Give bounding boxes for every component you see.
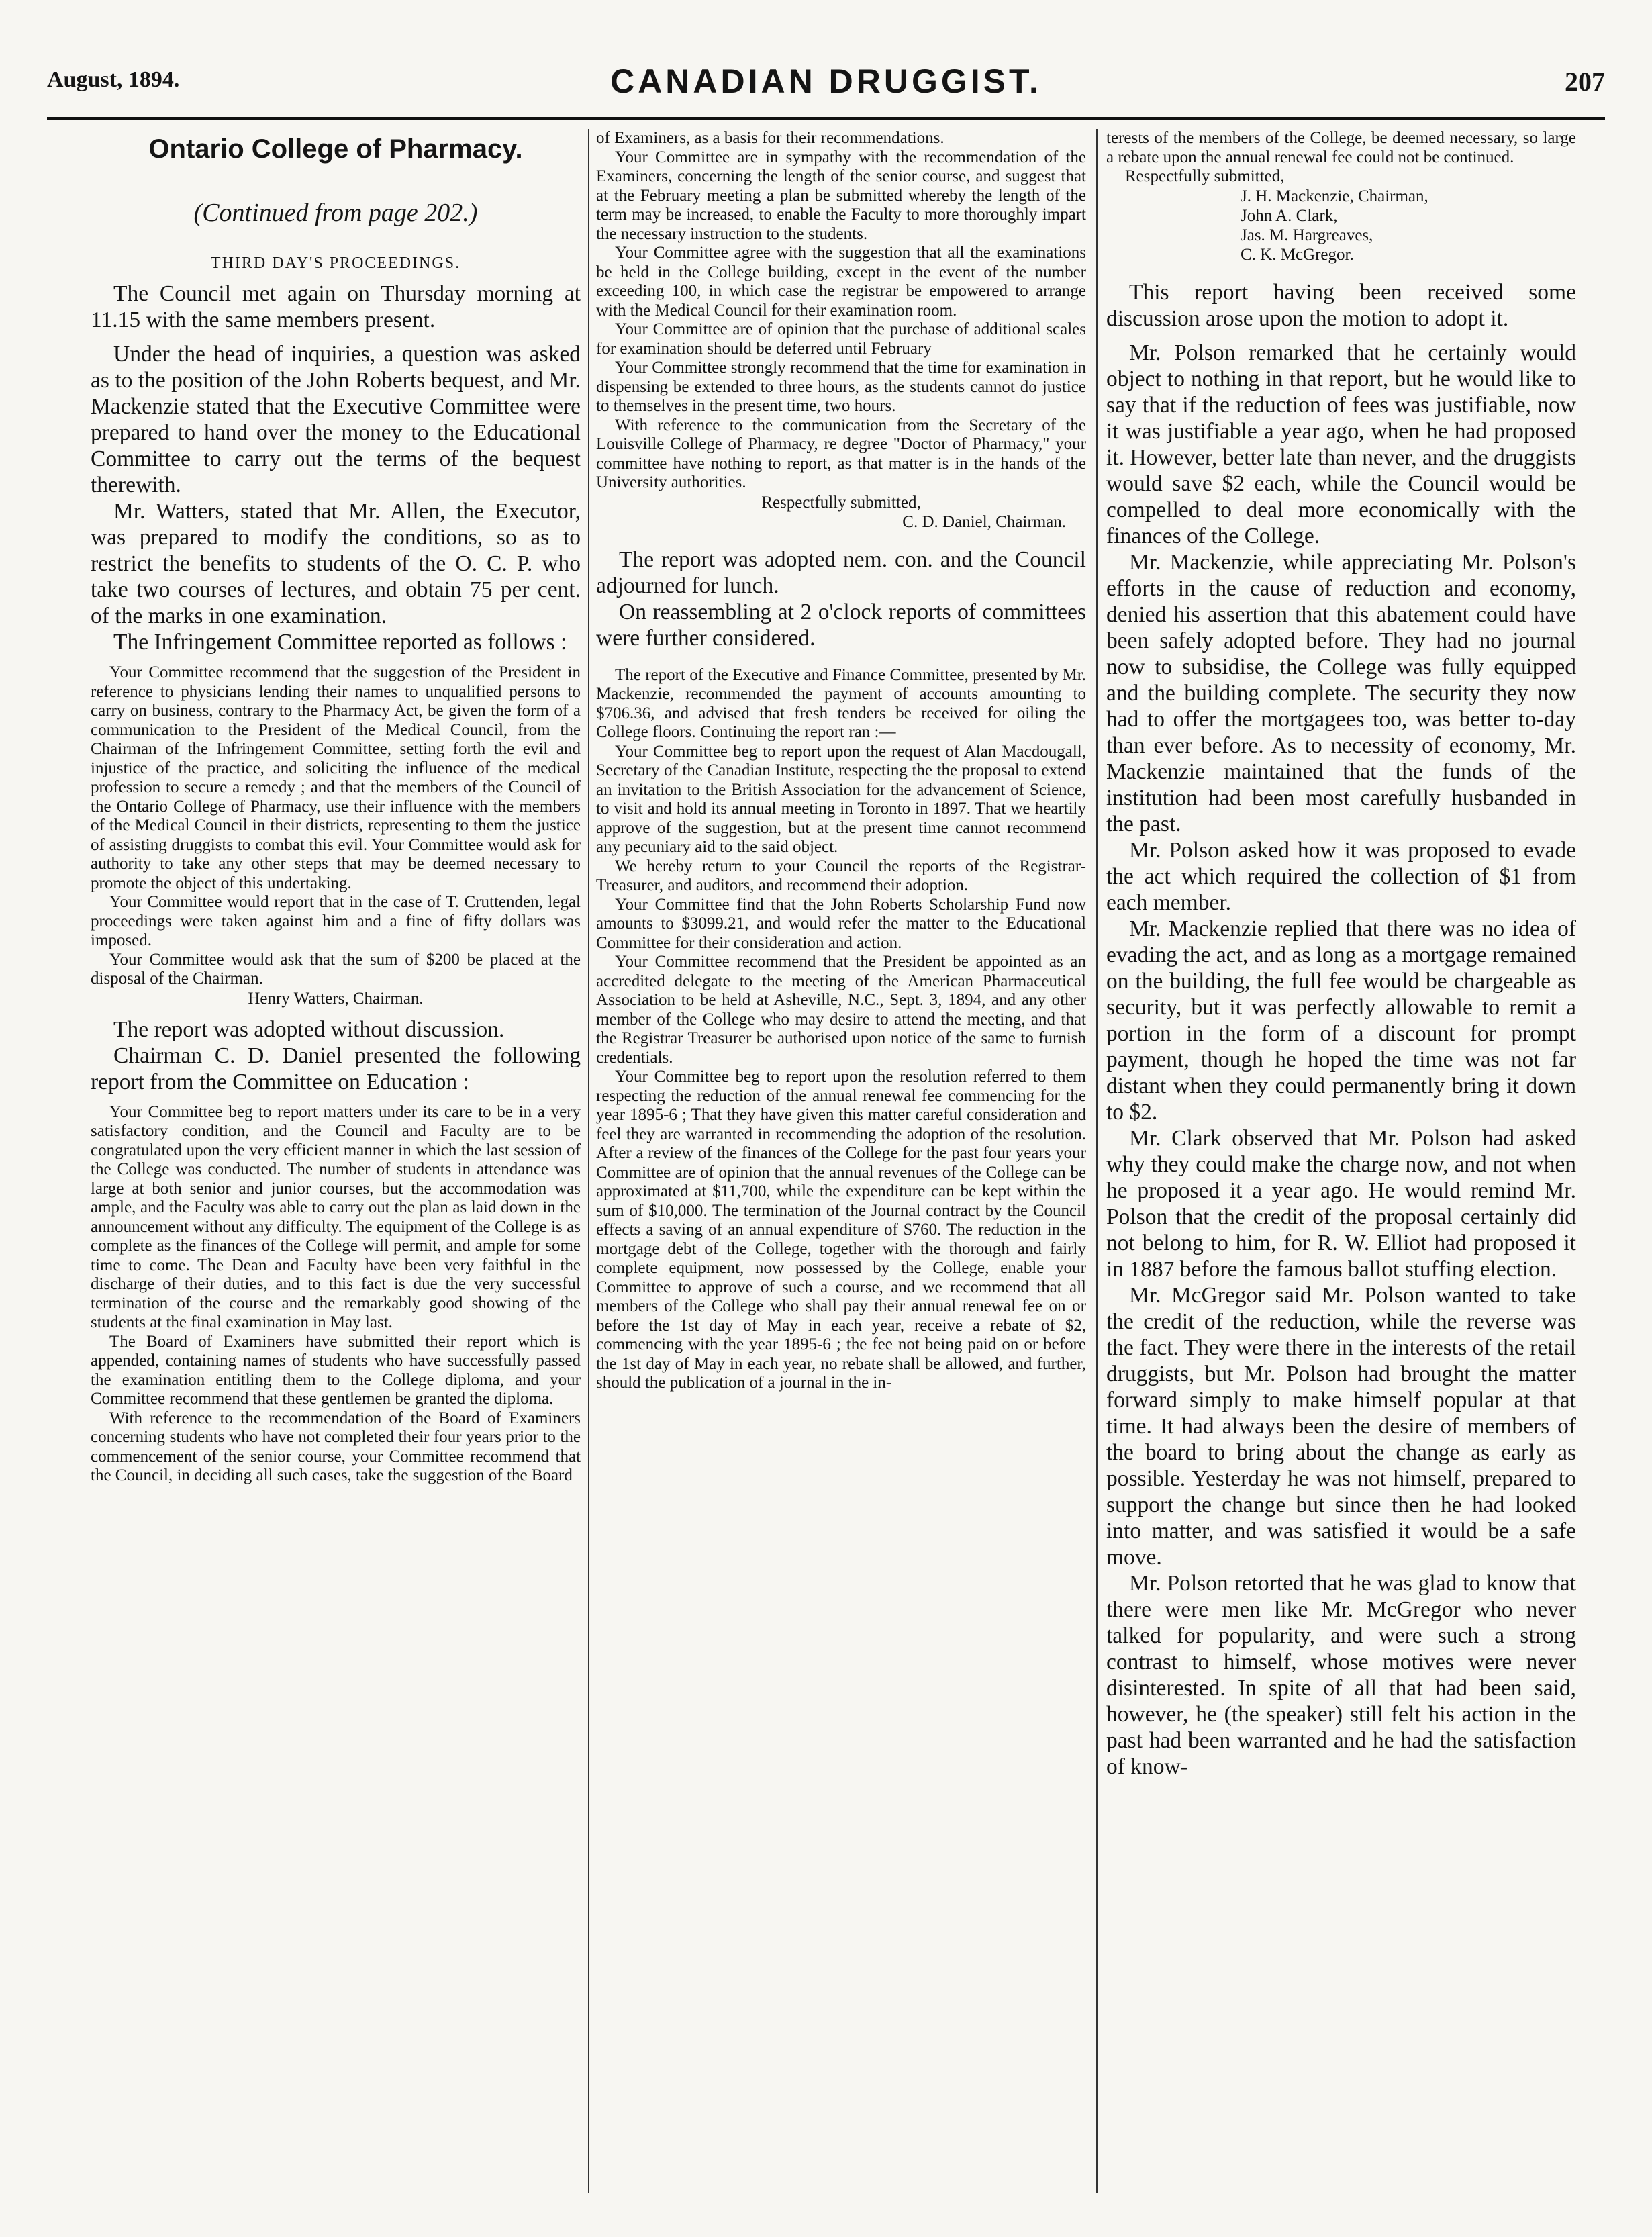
paragraph: Mr. Mackenzie, while appreciating Mr. Polson's efforts in the cause of reduction and economy, denied his assertion that this abatement could have been safely adopted before. They had no journal now to subsidise, the College was fully equipped and the building complete. The security they now had to offer the mortgagees too, was better to-day than ever before. As to necessity of economy, Mr. Mackenzie maintained that the funds of the institution had been most carefully husbanded in the past. (1106, 549, 1576, 837)
paragraph: Mr. Polson retorted that he was glad to know that there were men like Mr. McGregor who never talked for popularity, and were such a strong contrast to himself, whose motives were never disinterested. In spite of all that had been said, however, he (the speaker) still felt his action in the past had been warranted and he had the satisfaction of know- (1106, 1570, 1576, 1779)
header-rule (47, 117, 1605, 120)
column-2 (596, 129, 1086, 2197)
report-paragraph: The Board of Examiners have submitted their report which is appended, containing names of students who have successfully passed the examination entitling them to the College diploma, and your Committee recommend that these gentlemen be granted the diploma. (91, 1332, 581, 1408)
column-3 (1106, 129, 1576, 2197)
report-paragraph: With reference to the recommendation of the Board of Examiners concerning students who have not completed their four years prior to the commencement of the senior course, your Committee recommend that the Council, in deciding all such cases, take the suggestion of the Board (91, 1409, 581, 1484)
column-divider (588, 129, 589, 2193)
report-paragraph: The report of the Executive and Finance Committee, presented by Mr. Mackenzie, recommended the payment of accounts amounting to $706.36, and advised that fresh tenders be received for oiling the College floors. Continuing the report ran :— (596, 665, 1086, 741)
report-paragraph: of Examiners, as a basis for their recommendations. (596, 129, 944, 147)
report-paragraph: Your Committee would ask that the sum of $200 be placed at the disposal of the Chairman. (91, 950, 581, 988)
issue-date: August, 1894. (47, 67, 180, 92)
signature: C. D. Daniel, Chairman. (902, 512, 1066, 531)
report-paragraph: Your Committee strongly recommend that the time for examination in dispensing be extended to three hours, as the students cannot do justice to themselves in the present time, two hours. (596, 359, 1086, 415)
paragraph: The Infringement Committee reported as follows : (113, 630, 567, 655)
paragraph: Mr. Polson asked how it was proposed to evade the act which required the collection of $1 from each member. (1106, 837, 1576, 915)
signature: Henry Watters, Chairman. (248, 989, 424, 1008)
report-paragraph: terests of the members of the College, be deemed necessary, so large a rebate upon the annual renewal fee could not be continued. (1106, 129, 1576, 166)
report-paragraph: Your Committee beg to report matters under its care to be in a very satisfactory condition, and the Council and Faculty are to be congratulated upon the very efficient manner in which the last session of the College was conducted. The number of students in attendance was large at both senior and junior courses, but the accommodation was ample, and the Faculty was able to carry out the plan as laid down in the announcement without any difficulty. The equipment of the College is as complete as the finances of the College will permit, and ample for some time to come. The Dean and Faculty have been very faithful in the discharge of their duties, and to this fact is due the very successful termination of the course and the remarkably good showing of the students at the final examination in May last. (91, 1102, 581, 1331)
paragraph: Under the head of inquiries, a question was asked as to the position of the John Roberts bequest, and Mr. Mackenzie stated that the Executive Committee were prepared to hand over the money to the Educational Committee to carry out the terms of the bequest therewith. (91, 342, 581, 497)
paragraph: Mr. Clark observed that Mr. Polson had asked why they could make the charge now, and not when he proposed it a year ago. He would remind Mr. Polson that the credit of the proposal certainly did not belong to him, for R. W. Elliot had proposed it in 1887 before the famous ballot stuffing election. (1106, 1125, 1576, 1282)
closing: Respectfully submitted, (1125, 167, 1285, 185)
closing: Respectfully submitted, (761, 493, 921, 512)
signatory: John A. Clark, (1241, 206, 1338, 225)
column-1 (91, 129, 581, 2197)
paragraph: Mr. Polson remarked that he certainly would object to nothing in that report, but he would like to say that if the reduction of fees was justifiable, now it was justifiable a year ago, when he had proposed it. However, better late than never, and the druggists would save $2 each, while the Council would be compelled to deal more economically with the finances of the College. (1106, 340, 1576, 549)
paragraph: Mr. Watters, stated that Mr. Allen, the Executor, was prepared to modify the conditions, so as to restrict the benefits to students of the O. C. P. who take two courses of lectures, and obtain 75 per cent. of the marks in one examination. (91, 499, 581, 628)
paragraph: Chairman C. D. Daniel presented the following report from the Committee on Education : (91, 1043, 581, 1094)
signatory: C. K. McGregor. (1241, 245, 1354, 264)
paragraph: On reassembling at 2 o'clock reports of committees were further considered. (596, 599, 1086, 651)
continued-note: (Continued from page 202.) (193, 199, 478, 227)
article-title: Ontario College of Pharmacy. (148, 134, 523, 164)
publication-title: CANADIAN DRUGGIST. (610, 62, 1042, 100)
paragraph: Mr. Mackenzie replied that there was no idea of evading the act, and as long as a mortgage remained on the building, the full fee would be chargeable as security, but it was perfectly allowable to remit a portion in the form of a discount for prompt payment, though he hoped the time was not far distant when they could permanently bring it down to $2. (1106, 916, 1576, 1125)
report-paragraph: We hereby return to your Council the reports of the Registrar-Treasurer, and auditors, and recommend their adoption. (596, 857, 1086, 894)
paragraph: Mr. McGregor said Mr. Polson wanted to take the credit of the reduction, while the reverse was the fact. They were there in the interests of the retail druggists, but Mr. Polson had brought the matter forward simply to make himself popular at that time. It had always been the desire of members of the board to bring about the change as early as possible. Yesterday he was not himself, prepared to support the change but since then he had looked into matter, and was satisfied it would be a safe move. (1106, 1282, 1576, 1570)
paragraph: The report was adopted without discussion. (113, 1016, 505, 1042)
signatory: J. H. Mackenzie, Chairman, (1241, 187, 1428, 205)
signatory: Jas. M. Hargreaves, (1241, 226, 1373, 244)
report-paragraph: Your Committee beg to report upon the request of Alan Macdougall, Secretary of the Canadian Institute, respecting the the proposal to extend an invitation to the British Association for the advancement of Science, to visit and hold its annual meeting in Toronto in 1897. That we heartily approve of the suggestion, but at the present time cannot recommend any pecuniary aid to the said object. (596, 742, 1086, 856)
paragraph: This report having been received some discussion arose upon the motion to adopt it. (1106, 279, 1576, 331)
page-number: 207 (1565, 66, 1605, 97)
section-heading: THIRD DAY'S PROCEEDINGS. (210, 254, 461, 272)
report-paragraph: Your Committee are of opinion that the purchase of additional scales for examination should be deferred until February (596, 320, 1086, 358)
report-paragraph: Your Committee beg to report upon the resolution referred to them respecting the reduction of the annual renewal fee commencing for the year 1895-6 ; That they have given this matter careful consideration and feel they are warranted in recommending the adoption of the resolution. After a review of the finances of the College for the past four years your Committee are of opinion that the annual revenues of the College can be approximated at $11,700, while the expenditure can be kept within the sum of $10,000. The termination of the Journal contract by the Council effects a saving of an annual expenditure of $760. The reduction in the mortgage debt of the College, together with the thorough and fairly complete equipment, now possessed by the College, enable your Committee to approve of such a course, and we recommend that all members of the College who shall pay their annual renewal fee on or before the 1st day of May in each year, receive a rebate of $2, commencing with the year 1895-6 ; the fee not being paid on or before the 1st day of May in each year, no rebate shall be allowed, and further, should the publication of a journal in the in- (596, 1067, 1086, 1392)
column-divider (1096, 129, 1098, 2193)
report-paragraph: With reference to the communication from the Secretary of the Louisville College of Pharmacy, re degree "Doctor of Pharmacy," your committee have nothing to report, as that matter is in the hands of the University authorities. (596, 416, 1086, 491)
report-paragraph: Your Committee recommend that the suggestion of the President in reference to physicians lending their names to unqualified persons to carry on business, contrary to the Pharmacy Act, be given the form of a communication to the President of the Medical Council, from the Chairman of the Infringement Committee, setting forth the evil and injustice of the practice, and soliciting the influence of the medical profession to secure a remedy ; and that the members of the Council of the Ontario College of Pharmacy, use their influence with the members of the Medical Council in their districts, representing to them the justice of assisting druggists to combat this evil. Your Committee would ask for authority to take any other steps that may be deemed necessary to promote the object of this undertaking. (91, 663, 581, 892)
report-paragraph: Your Committee recommend that the President be appointed as an accredited delegate to the meeting of the American Pharmaceutical Association to be held at Asheville, N.C., Sept. 3, 1894, and any other member of the College who may desire to attend the meeting, and that the Registrar Treasurer be authorised upon notice of the same to furnish credentials. (596, 953, 1086, 1067)
paragraph: The report was adopted nem. con. and the Council adjourned for lunch. (596, 546, 1086, 598)
report-paragraph: Your Committee find that the John Roberts Scholarship Fund now amounts to $3099.21, and would refer the matter to the Educational Committee for their consideration and action. (596, 895, 1086, 952)
running-header (47, 62, 1605, 102)
paragraph: The Council met again on Thursday morning at 11.15 with the same members present. (91, 281, 581, 332)
report-paragraph: Your Committee agree with the suggestion that all the examinations be held in the College building, except in the event of the number exceeding 100, in which case the registrar be empowered to arrange with the Medical Council for their examination room. (596, 244, 1086, 320)
report-paragraph: Your Committee would report that in the case of T. Cruttenden, legal proceedings were taken against him and a fine of fifty dollars was imposed. (91, 893, 581, 949)
report-paragraph: Your Committee are in sympathy with the recommendation of the Examiners, concerning the length of the senior course, and suggest that at the February meeting a plan be submitted whereby the length of the term may be increased, to enable the Faculty to more thoroughly impart the necessary instruction to the students. (596, 148, 1086, 243)
